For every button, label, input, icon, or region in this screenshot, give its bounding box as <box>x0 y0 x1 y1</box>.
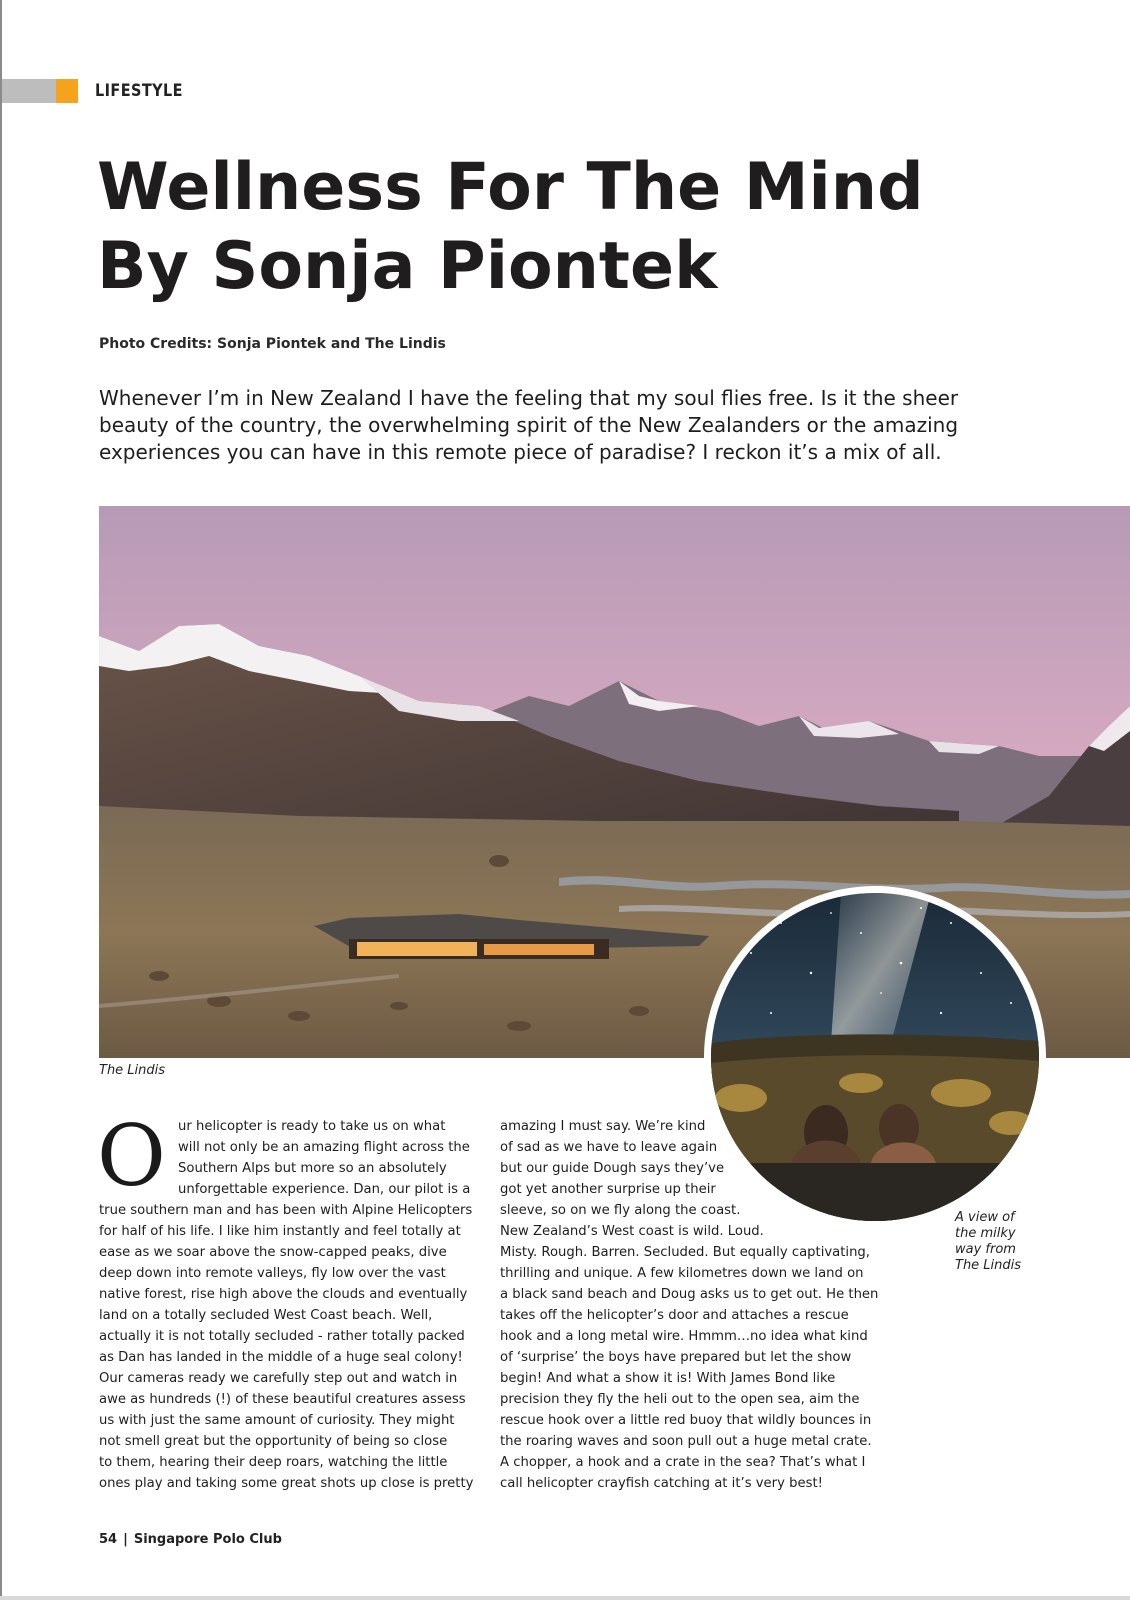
body-line: ones play and taking some great shots up close is pretty <box>99 1476 474 1491</box>
body-line: Our cameras ready we carefully step out and watch in <box>99 1371 458 1386</box>
lede-line: experiences you can have in this remote piece of paradise? I reckon it’s a mix of all. <box>99 440 942 464</box>
body-line: Misty. Rough. Barren. Secluded. But equally captivating, <box>500 1245 870 1260</box>
body-line: Southern Alps but more so an absolutely <box>178 1161 447 1176</box>
lede-line: Whenever I’m in New Zealand I have the feeling that my soul flies free. Is it the sheer <box>99 386 959 410</box>
page-footer <box>99 1532 282 1547</box>
page-bottom-rule <box>0 1596 1130 1600</box>
body-line: native forest, rise high above the clouds and eventually <box>99 1287 468 1302</box>
body-line: for half of his life. I like him instantly and feel totally at <box>99 1224 461 1239</box>
body-line: New Zealand’s West coast is wild. Loud. <box>500 1224 764 1239</box>
body-line: precision they fly the heli out to the open sea, aim the <box>500 1392 860 1407</box>
page-left-rule <box>0 0 2 1600</box>
section-marker-accent <box>56 79 78 103</box>
body-line: A chopper, a hook and a crate in the sea? That’s what I <box>500 1455 866 1470</box>
title-line: By Sonja Piontek <box>97 229 718 304</box>
body-line: unforgettable experience. Dan, our pilot is a <box>178 1182 471 1197</box>
body-line: begin! And what a show it is! With James Bond like <box>500 1371 836 1386</box>
drop-cap: O <box>97 1107 166 1205</box>
body-line: but our guide Dough says they’ve <box>500 1161 725 1176</box>
body-line: ur helicopter is ready to take us on what <box>178 1119 446 1134</box>
article-title <box>97 148 1097 306</box>
section-label: LIFESTYLE <box>95 81 183 101</box>
body-line: not smell great but the opportunity of being so close <box>99 1434 448 1449</box>
body-line: hook and a long metal wire. Hmmm…no idea what kind <box>500 1329 868 1344</box>
lede-line: beauty of the country, the overwhelming spirit of the New Zealanders or the amazing <box>99 413 959 437</box>
body-line: ease as we soar above the snow-capped peaks, dive <box>99 1245 447 1260</box>
inset-caption-line: The Lindis <box>955 1258 1022 1273</box>
body-line: sleeve, so on we fly along the coast. <box>500 1203 741 1218</box>
body-column-2 <box>500 1116 880 1494</box>
body-line: takes off the helicopter’s door and attaches a rescue <box>500 1308 849 1323</box>
article-lede <box>99 385 1099 466</box>
publication-name: Singapore Polo Club <box>133 1532 282 1547</box>
body-line: true southern man and has been with Alpine Helicopters <box>99 1203 473 1218</box>
body-line: to them, hearing their deep roars, watching the little <box>99 1455 448 1470</box>
inset-caption-line: way from <box>955 1242 1016 1257</box>
hero-caption: The Lindis <box>99 1063 166 1078</box>
body-column-1 <box>97 1107 479 1494</box>
title-line: Wellness For The Mind <box>97 150 924 225</box>
body-line: rescue hook over a little red buoy that wildly bounces in <box>500 1413 872 1428</box>
body-line: actually it is not totally secluded - rather totally packed <box>99 1329 465 1344</box>
body-line: got yet another surprise up their <box>500 1182 716 1197</box>
body-line: amazing I must say. We’re kind <box>500 1119 706 1134</box>
inset-caption-line: A view of <box>955 1210 1015 1225</box>
body-line: of ‘surprise’ the boys have prepared but let the show <box>500 1350 852 1365</box>
body-line: will not only be an amazing flight across the <box>178 1140 470 1155</box>
photo-credits: Photo Credits: Sonja Piontek and The Lindis <box>99 336 446 352</box>
body-line: awe as hundreds (!) of these beautiful creatures assess <box>99 1392 466 1407</box>
body-line: the roaring waves and soon pull out a huge metal crate. <box>500 1434 872 1449</box>
body-line: land on a totally secluded West Coast beach. Well, <box>99 1308 433 1323</box>
body-line: of sad as we have to leave again <box>500 1140 718 1155</box>
body-line: call helicopter crayfish catching at it’s very best! <box>500 1476 823 1491</box>
inset-caption <box>955 1210 1045 1274</box>
footer-separator: | <box>123 1532 128 1547</box>
page-number: 54 <box>99 1532 118 1547</box>
inset-caption-line: the milky <box>955 1226 1016 1241</box>
body-line: deep down into remote valleys, fly low over the vast <box>99 1266 446 1281</box>
body-line: as Dan has landed in the middle of a huge seal colony! <box>99 1350 463 1365</box>
body-line: a black sand beach and Doug asks us to get out. He then <box>500 1287 879 1302</box>
section-marker-bar <box>2 79 56 103</box>
body-line: thrilling and unique. A few kilometres down we land on <box>500 1266 864 1281</box>
body-line: us with just the same amount of curiosity. They might <box>99 1413 455 1428</box>
